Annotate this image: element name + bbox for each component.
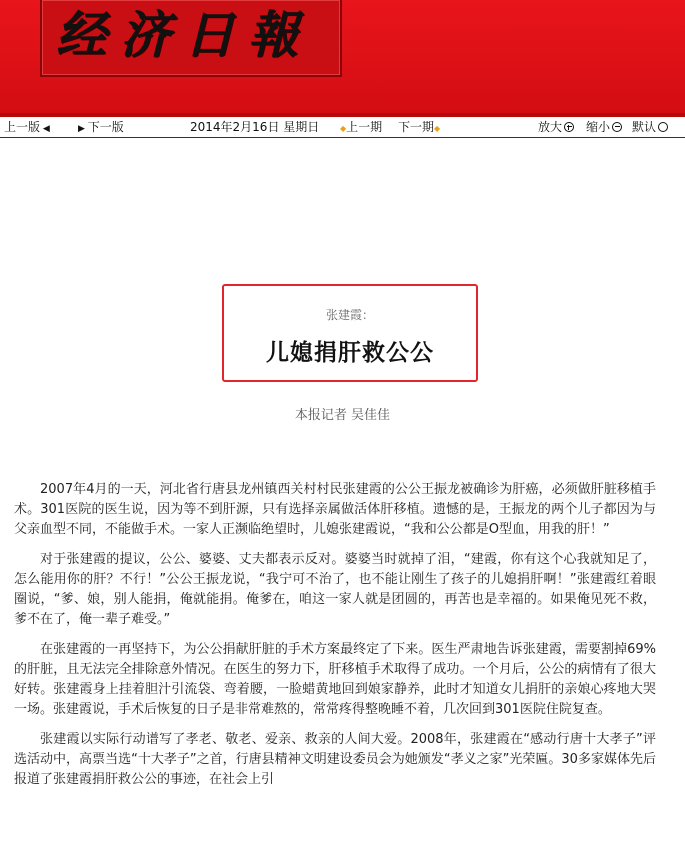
article-paragraph: 张建霞以实际行动谱写了孝老、敬老、爱亲、救亲的人间大爱。2008年，张建霞在“感动行唐十大孝子”评选活动中，高票当选“十大孝子”之首，行唐县精神文明建设委员会为她颁发“孝义之家”光荣匾。30多家媒体先后报道了张建霞捐肝救公公的事迹，在社会上引 (14, 732, 656, 787)
navigation-toolbar (0, 117, 685, 138)
minus-circle-icon (612, 122, 622, 132)
masthead-banner (0, 0, 685, 117)
left-arrow-icon: ◀ (40, 124, 50, 134)
prev-issue-label: 上一期 (346, 120, 383, 134)
default-size-label: 默认 (632, 120, 657, 134)
article-paragraph: 2007年4月的一天，河北省行唐县龙州镇西关村村民张建霞的公公王振龙被确诊为肝癌，必须做肝脏移植手术。301医院的医生说，因为等不到肝源，只有选择亲属做活体肝移植。遗憾的是，王振龙的两个儿子都因为与父亲血型不同，不能做手术。一家人正濒临绝望时，儿媳张建霞说，“我和公公都是O型血，用我的肝！” (14, 482, 656, 537)
next-issue-label: 下一期 (398, 120, 435, 134)
zoom-out-button[interactable] (586, 117, 622, 137)
issue-date: 2014年2月16日 星期日 (190, 120, 320, 134)
next-page-label: 下一版 (87, 120, 124, 134)
article-title: 儿媳捐肝救公公 (266, 340, 434, 366)
zoom-out-label: 缩小 (586, 120, 611, 134)
diamond-icon: ◆ (340, 124, 347, 133)
prev-page-label: 上一版 (4, 120, 41, 134)
next-page-link[interactable] (78, 117, 124, 139)
article-kicker: 张建霞： (325, 308, 374, 322)
prev-page-link[interactable] (4, 117, 50, 139)
diamond-icon: ◆ (434, 124, 441, 133)
article-paragraph: 在张建霞的一再坚持下，为公公捐献肝脏的手术方案最终定了下来。医生严肃地告诉张建霞，需要割掉69%的肝脏，且无法完全排除意外情况。在医生的努力下，肝移植手术取得了成功。一个月后，公公的病情有了很大好转。张建霞身上挂着胆汁引流袋、弯着腰，一脸蜡黄地回到娘家静养，此时才知道女儿捐肝的亲娘心疼地大哭一场。张建霞说，手术后恢复的日子是非常难熬的，常常疼得整晚睡不着，几次回到301医院住院复查。 (14, 642, 656, 717)
next-issue-link[interactable] (398, 117, 440, 139)
zoom-in-label: 放大 (538, 120, 563, 134)
prev-issue-link[interactable] (340, 117, 382, 139)
article-paragraph: 对于张建霞的提议，公公、婆婆、丈夫都表示反对。婆婆当时就掉了泪，“建霞，你有这个心我就知足了，怎么能用你的肝？不行！”公公王振龙说，“我宁可不治了，也不能让刚生了孩子的儿媳捐肝啊！”张建霞红着眼圈说，“爹、娘，别人能捐，俺就能捐。俺爹在，咱这一家人就是团圆的，再苦也是幸福的。如果俺见死不救，爹不在了，俺一辈子难受。” (14, 552, 656, 627)
circle-icon (658, 122, 668, 132)
right-arrow-icon: ▶ (78, 124, 88, 134)
article-body (14, 480, 656, 800)
newspaper-logo-text: 经济日報 (56, 5, 312, 64)
article-byline: 本报记者 吴佳佳 (294, 408, 391, 423)
zoom-in-button[interactable] (538, 117, 574, 137)
newspaper-logo (40, 0, 342, 77)
headline-box (222, 284, 478, 382)
plus-circle-icon (564, 122, 574, 132)
default-size-button[interactable] (632, 117, 668, 137)
